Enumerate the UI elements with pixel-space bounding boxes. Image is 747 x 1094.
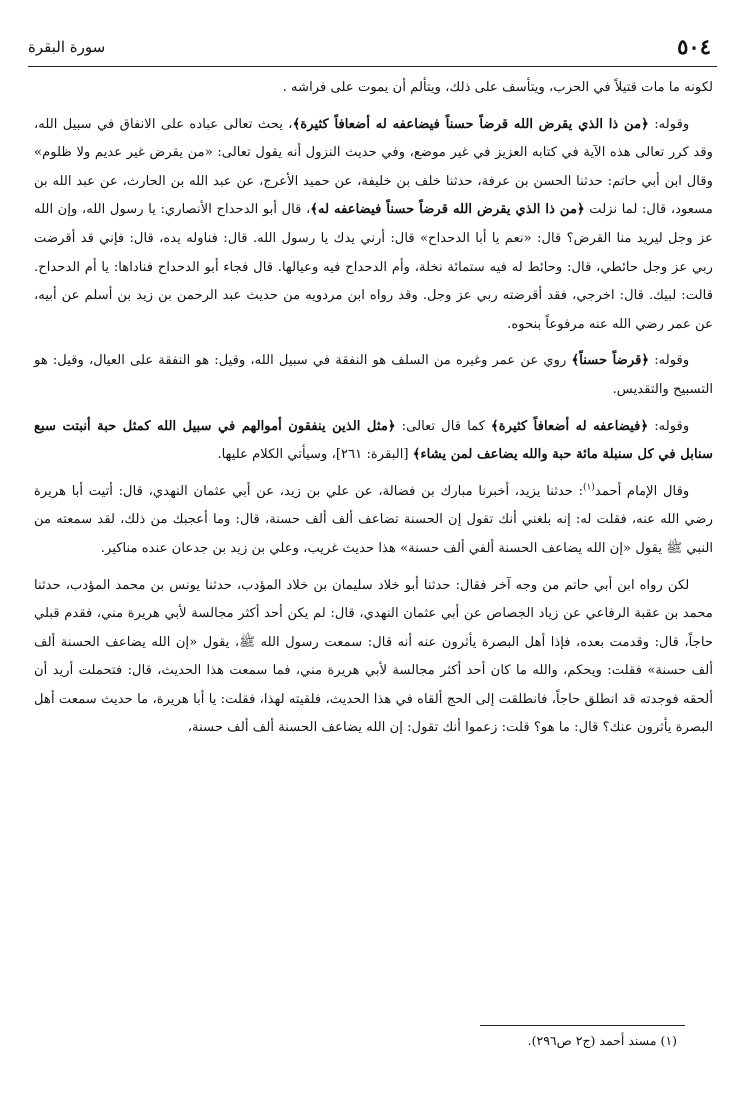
text-segment: وقال الإمام أحمد <box>594 483 690 499</box>
quran-verse: ﴿فيضاعفه له أضعافاً كثيرة﴾ <box>491 418 649 434</box>
text-segment: لكونه ما مات قتيلاً في الحرب، ويتأسف على ذلك، ويتألم أن يموت على فراشه . <box>282 80 713 95</box>
text-segment: ، يحث تعالى عباده على الانفاق في سبيل الله، وقد كرر تعالى هذه الآية في كتابه العزيز في غير موضع، وفي حديث النزول أنه يقول تعالى: «من يقرض غير عديم ولا ظلوم» وقال ابن أبي حاتم: حدثنا الحسن بن عرفة، حدثنا خلف بن خليفة، عن حميد الأعرج، عن عبد الله بن الحارث، عن عبد الله بن مسعود، قال: لما نزلت <box>34 116 713 218</box>
text-segment: ، قال أبو الدحداح الأنصاري: يا رسول الله، وإن الله عز وجل ليريد منا القرض؟ قال: «نعم يا أبا الدحداح» قال: أرني يدك يا رسول الله. قال: فناوله يده، قال: فإني قد أقرضت ربي عز وجل حائطي، قال: وحائط له فيه ستمائة نخلة، وأم الدحداح فيه وعيالها. قال فجاء أبو الدحداح فناداها: يا أم الدحداح. قالت: لبيك. قال: اخرجي، فقد أقرضته ربي عز وجل. وقد رواه ابن مردويه من حديث عبد الرحمن بن زيد بن أسلم عن أبيه، عن عمر رضي الله عنه مرفوعاً بنحوه. <box>34 202 713 332</box>
page-header <box>28 28 717 67</box>
paragraph <box>34 347 713 404</box>
text-segment: : حدثنا يزيد، أخبرنا مبارك بن فضالة، عن علي بن زيد، عن أبي عثمان النهدي، قال: أتيت أبا هريرة رضي الله عنه، فقلت له: إنه بلغني أنك تقول إن الحسنة تضاعف ألف ألف حسنة، قال: وما أعجبك من ذلك، لقد سمعته من النبي ﷺ يقول «إن الله يضاعف الحسنة ألفي ألف حسنة» هذا حديث غريب، وعلي بن زيد بن جدعان عنده مناكير. <box>34 483 713 556</box>
text-segment: لكن رواه ابن أبي حاتم من وجه آخر فقال: حدثنا أبو خلاد سليمان بن خلاد المؤدب، حدثنا يونس بن محمد المؤدب، حدثنا محمد بن عقبة الرفاعي عن زياد الجصاص عن أبي عثمان النهدي، قال: لم يكن أحد أكثر مجالسة لأبي هريرة مني، فقدم قبلي حاجاً، قال: وقدمت بعده، فإذا أهل البصرة يأثرون عنه أنه قال: سمعت رسول الله ﷺ، يقول «إن الله يضاعف الحسنة ألف ألف حسنة» فقلت: ويحكم، والله ما كان أحد أكثر مجالسة لأبي هريرة مني، فما سمعت هذا الحديث، قال: فتحملت أريد أن ألحقه فوجدته قد انطلق حاجاً، فانطلقت إلى الحج ألقاه في هذا الحديث، فلقيته لهذا، فقلت: يا أبا هريرة، ما حديث سمعت أهل البصرة يأثرون عنك؟ قال: ما هو؟ قلت: زعموا أنك تقول: إن الله يضاعف الحسنة ألف ألف حسنة، <box>34 577 713 736</box>
quran-verse: ﴿من ذا الذي يقرض الله قرضاً حسناً فيضاعفه له أضعافاً كثيرة﴾ <box>292 116 649 132</box>
text-segment: وقوله: <box>649 353 690 369</box>
paragraph <box>34 111 713 340</box>
main-text <box>34 74 713 751</box>
quran-verse: ﴿من ذا الذي يقرض الله قرضاً حسناً فيضاعفه له﴾ <box>310 202 585 218</box>
paragraph <box>34 413 713 470</box>
quran-verse: ﴿قرضاً حسناً﴾ <box>571 353 650 369</box>
footnote-reference: (١) <box>583 482 595 493</box>
page-number: ٥٠٤ <box>677 34 711 59</box>
text-segment: وقوله: <box>648 418 690 434</box>
text-segment: وقوله: <box>648 116 690 132</box>
paragraph <box>34 74 713 103</box>
footnote: (١) مسند أحمد (ج٢ ص٢٩٦). <box>527 1033 677 1048</box>
quran-verse: ﴿مثل الذين ينفقون أموالهم في سبيل الله كمثل حبة أنبتت سبع سنابل في كل سنبلة مائة حبة والله يضاعف لمن يشاء﴾ <box>34 418 713 463</box>
surah-title: سورة البقرة <box>28 38 106 56</box>
text-segment: [البقرة: ٢٦١]، وسيأتي الكلام عليها. <box>217 447 413 463</box>
paragraph <box>34 572 713 744</box>
text-segment: روي عن عمر وغيره من السلف هو النفقة في سبيل الله، وقيل: هو النفقة على العيال، وقيل: هو التسبيح والتقديس. <box>34 353 713 397</box>
text-segment: كما قال تعالى: <box>395 418 492 434</box>
paragraph <box>34 478 713 564</box>
footnote-divider <box>480 1025 685 1026</box>
